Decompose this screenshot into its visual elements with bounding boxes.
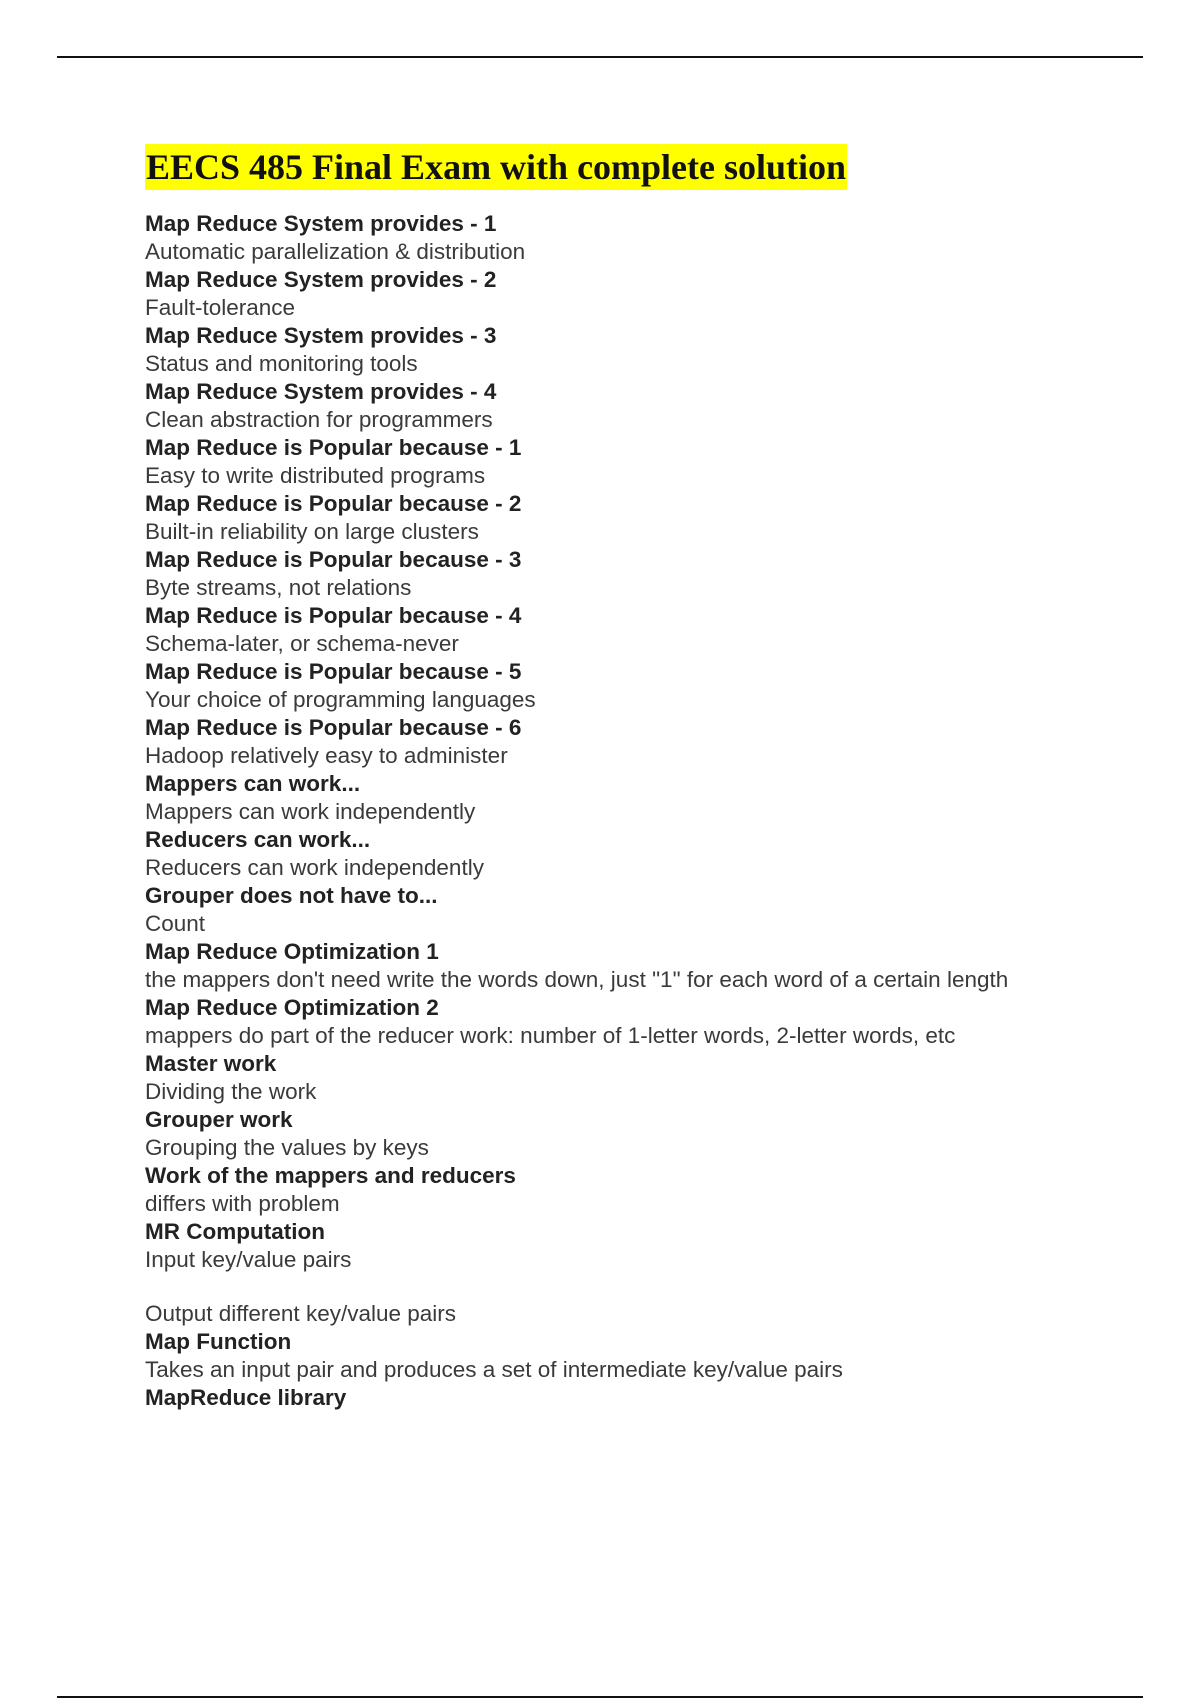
card-term: Work of the mappers and reducers — [145, 1163, 516, 1188]
card-term: Map Reduce Optimization 2 — [145, 995, 439, 1020]
card-definition: Grouping the values by keys — [145, 1135, 429, 1160]
card-definition-continued: Output different key/value pairs — [145, 1301, 457, 1326]
card-definition: Dividing the work — [145, 1079, 317, 1104]
card-definition: Reducers can work independently — [145, 855, 484, 880]
card-definition: Mappers can work independently — [145, 799, 476, 824]
card-term: Map Reduce is Popular because - 3 — [145, 547, 522, 572]
card-definition: Byte streams, not relations — [145, 575, 412, 600]
card-definition: Status and monitoring tools — [145, 351, 418, 376]
blank-line — [145, 1274, 1145, 1300]
card-term: Map Reduce is Popular because - 6 — [145, 715, 522, 740]
card-definition: Count — [145, 911, 206, 936]
card-definition: Automatic parallelization & distribution — [145, 239, 526, 264]
card-term: Grouper does not have to... — [145, 883, 438, 908]
footer-rule — [57, 1696, 1143, 1698]
card-term: Map Reduce is Popular because - 2 — [145, 491, 522, 516]
card-definition: Easy to write distributed programs — [145, 463, 486, 488]
card-definition: differs with problem — [145, 1191, 340, 1216]
card-definition: Fault-tolerance — [145, 295, 296, 320]
header-rule — [57, 56, 1143, 58]
card-term: Map Reduce Optimization 1 — [145, 939, 439, 964]
card-definition: Clean abstraction for programmers — [145, 407, 493, 432]
card-term: Map Reduce System provides - 2 — [145, 267, 497, 292]
card-term: MR Computation — [145, 1219, 325, 1244]
card-term: Map Reduce System provides - 3 — [145, 323, 497, 348]
card-definition: Takes an input pair and produces a set of intermediate key/value pairs — [145, 1357, 843, 1382]
card-term: Map Function — [145, 1329, 292, 1354]
card-term: Map Reduce is Popular because - 4 — [145, 603, 522, 628]
card-term: Map Reduce System provides - 1 — [145, 211, 497, 236]
document-body — [145, 144, 1145, 1412]
card-term: Map Reduce System provides - 4 — [145, 379, 497, 404]
card-term: MapReduce library — [145, 1385, 347, 1410]
document-title: EECS 485 Final Exam with complete solution — [145, 144, 847, 190]
card-term: Map Reduce is Popular because - 5 — [145, 659, 522, 684]
card-definition: the mappers don't need write the words down, just "1" for each word of a certain length — [145, 967, 1009, 992]
qa-list — [145, 210, 1145, 1412]
card-term: Grouper work — [145, 1107, 293, 1132]
card-definition: Hadoop relatively easy to administer — [145, 743, 508, 768]
card-term: Mappers can work... — [145, 771, 361, 796]
card-definition: Schema-later, or schema-never — [145, 631, 459, 656]
card-definition: Input key/value pairs — [145, 1247, 352, 1272]
card-term: Reducers can work... — [145, 827, 371, 852]
card-term: Master work — [145, 1051, 277, 1076]
card-term: Map Reduce is Popular because - 1 — [145, 435, 522, 460]
card-definition: Your choice of programming languages — [145, 687, 536, 712]
card-definition: mappers do part of the reducer work: number of 1-letter words, 2-letter words, etc — [145, 1023, 956, 1048]
card-definition: Built-in reliability on large clusters — [145, 519, 479, 544]
